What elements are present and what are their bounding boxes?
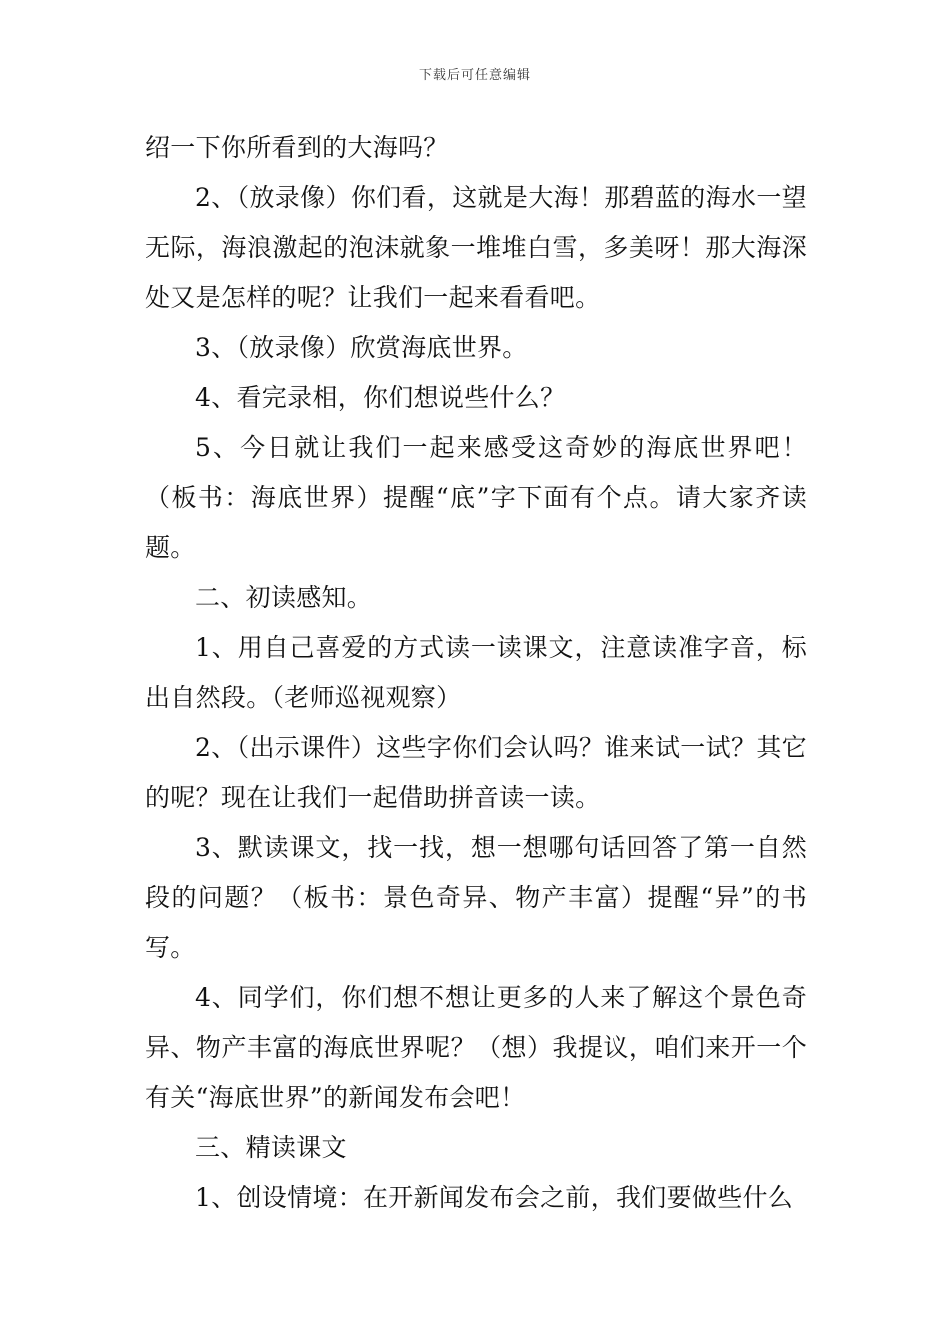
paragraph-1: 绍一下你所看到的大海吗？: [145, 133, 449, 162]
paragraph-3: 3、（放录像）欣赏海底世界。: [195, 333, 528, 362]
section-heading-3: 三、精读课文: [195, 1133, 347, 1162]
document-body: [145, 123, 807, 1223]
paragraph-8: 3、默读课文，找一找，想一想哪句话回答了第一自然段的问题？（板书：景色奇异、物产丰富）提醒“异”的书写。: [145, 833, 807, 962]
paragraph-2: 2、（放录像）你们看，这就是大海！那碧蓝的海水一望无际，海浪激起的泡沫就象一堆堆白雪，多美呀！那大海深处又是怎样的呢？让我们一起来看看吧。: [145, 183, 807, 312]
paragraph-10: 1、创设情境：在开新闻发布会之前，我们要做些什么: [195, 1183, 794, 1212]
paragraph-4: 4、看完录相，你们想说些什么？: [195, 383, 566, 412]
page-header: 下载后可任意编辑: [418, 68, 531, 83]
paragraph-7: 2、（出示课件）这些字你们会认吗？谁来试一试？其它的呢？现在让我们一起借助拼音读一读。: [145, 733, 807, 812]
paragraph-5: 5、今日就让我们一起来感受这奇妙的海底世界吧！（板书：海底世界）提醒“底”字下面有个点。请大家齐读题。: [145, 433, 807, 562]
paragraph-6: 1、用自己喜爱的方式读一读课文，注意读准字音，标出自然段。（老师巡视观察）: [145, 633, 807, 712]
section-heading-2: 二、初读感知。: [195, 583, 373, 612]
paragraph-9: 4、同学们，你们想不想让更多的人来了解这个景色奇异、物产丰富的海底世界呢？（想）我提议，咱们来开一个有关“海底世界”的新闻发布会吧！: [145, 983, 807, 1112]
